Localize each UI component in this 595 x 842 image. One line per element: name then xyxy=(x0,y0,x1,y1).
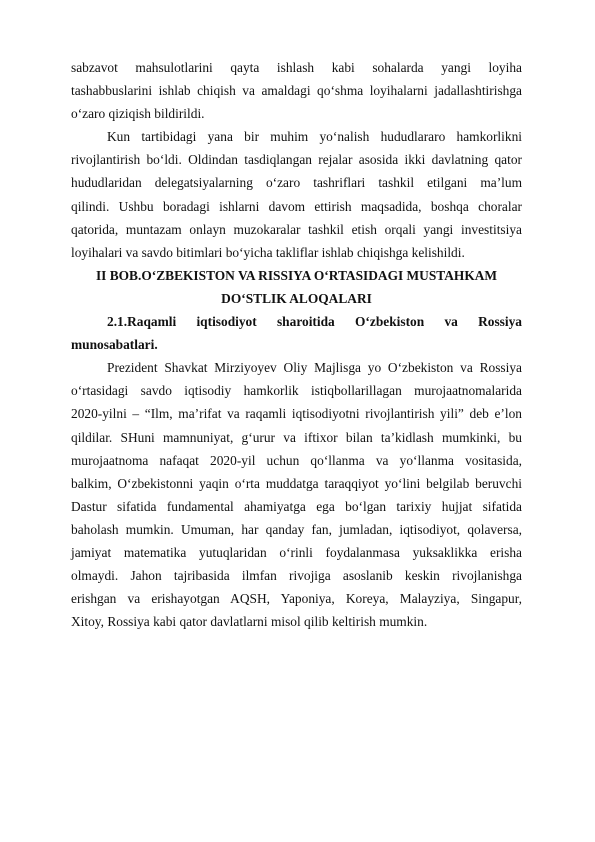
section-heading-line: 2.1.Raqamli iqtisodiyot sharoitida O‘zbekiston va Rossiya xyxy=(107,314,522,330)
text-line: balkim, O‘zbekistonni yaqin o‘rta muddatga taraqqiyot yo‘lini belgilab beruvchi xyxy=(71,475,522,491)
text-line: sabzavot mahsulotlarini qayta ishlash kabi sohalarda yangi loyiha xyxy=(71,60,522,75)
chapter-heading-line: II BOB.O‘ZBEKISTON VA RISSIYA O‘RTASIDAGI MUSTAHKAM xyxy=(95,267,498,283)
text-line: qilindi. Ushbu boradagi ishlarni davom ettirish maqsadida, boshqa choralar xyxy=(71,198,522,214)
paragraph-3 xyxy=(71,356,522,633)
text-line: qatorida, muntazam onlayn muzokaralar tashkil etish orqali yangi investitsiya xyxy=(71,221,522,237)
text-line: Dastur sifatida fundamental ahamiyatga ega bo‘lgan tarixiy hujjat sifatida xyxy=(71,498,522,514)
text-line: o‘rtasidagi savdo iqtisodiy hamkorlik istiqbollarillagan murojaatnomalarida xyxy=(71,383,522,399)
text-line: rivojlantirish bo‘ldi. Oldindan tasdiqlangan rejalar asosida ikki davlatning qator xyxy=(71,152,522,168)
document-page xyxy=(71,56,522,633)
text-line: tashabbuslarini ishlab chiqish va amaldagi qo‘shma loyihalarni jadallashtirishga xyxy=(71,83,522,99)
paragraph-1 xyxy=(71,56,522,125)
text-line: 2020-yilni – “Ilm, ma’rifat va raqamli iqtisodiyotni rivojlantirish yili” deb e’lon xyxy=(71,406,522,422)
section-heading xyxy=(71,310,522,356)
text-line: loyihalari va savdo bitimlari bo‘yicha takliflar ishlab chiqishga kelishildi. xyxy=(71,244,465,260)
paragraph-2 xyxy=(71,125,522,264)
text-line: jamiyat matematika yutuqlaridan o‘rinli foydalanmasa yuksaklikka erisha xyxy=(71,544,522,560)
text-line: olmaydi. Jahon tajribasida ilmfan rivojiga asoslanib keskin rivojlanishga xyxy=(71,568,522,584)
text-line: qildilar. SHuni mamnuniyat, g‘urur va iftixor bilan ta’kidlash mumkinki, bu xyxy=(71,429,522,445)
text-line: murojaatnoma nafaqat 2020-yil uchun qo‘llanma va yo‘llanma vositasida, xyxy=(71,452,522,468)
text-line: baholash mumkin. Umuman, har qanday fan, jumladan, iqtisodiyot, qolaversa, xyxy=(71,521,522,537)
text-line: Kun tartibidagi yana bir muhim yo‘nalish hududlararo hamkorlikni xyxy=(107,129,522,145)
chapter-heading-line: DO‘STLIK ALOQALARI xyxy=(221,290,372,306)
text-line: erishgan va erishayotgan AQSH, Yaponiya, Koreya, Malayziya, Singapur, xyxy=(71,591,522,607)
chapter-heading xyxy=(71,264,522,310)
section-heading-line: munosabatlari. xyxy=(71,337,158,353)
text-line: Prezident Shavkat Mirziyoyev Oliy Majlisga yo O‘zbekiston va Rossiya xyxy=(107,360,522,376)
text-line: o‘zaro qiziqish bildirildi. xyxy=(71,106,205,122)
text-line: Xitoy, Rossiya kabi qator davlatlarni misol qilib keltirish mumkin. xyxy=(71,614,428,630)
text-line: hududlaridan delegatsiyalarning o‘zaro tashriflari tashkil etilgani ma’lum xyxy=(71,175,522,191)
